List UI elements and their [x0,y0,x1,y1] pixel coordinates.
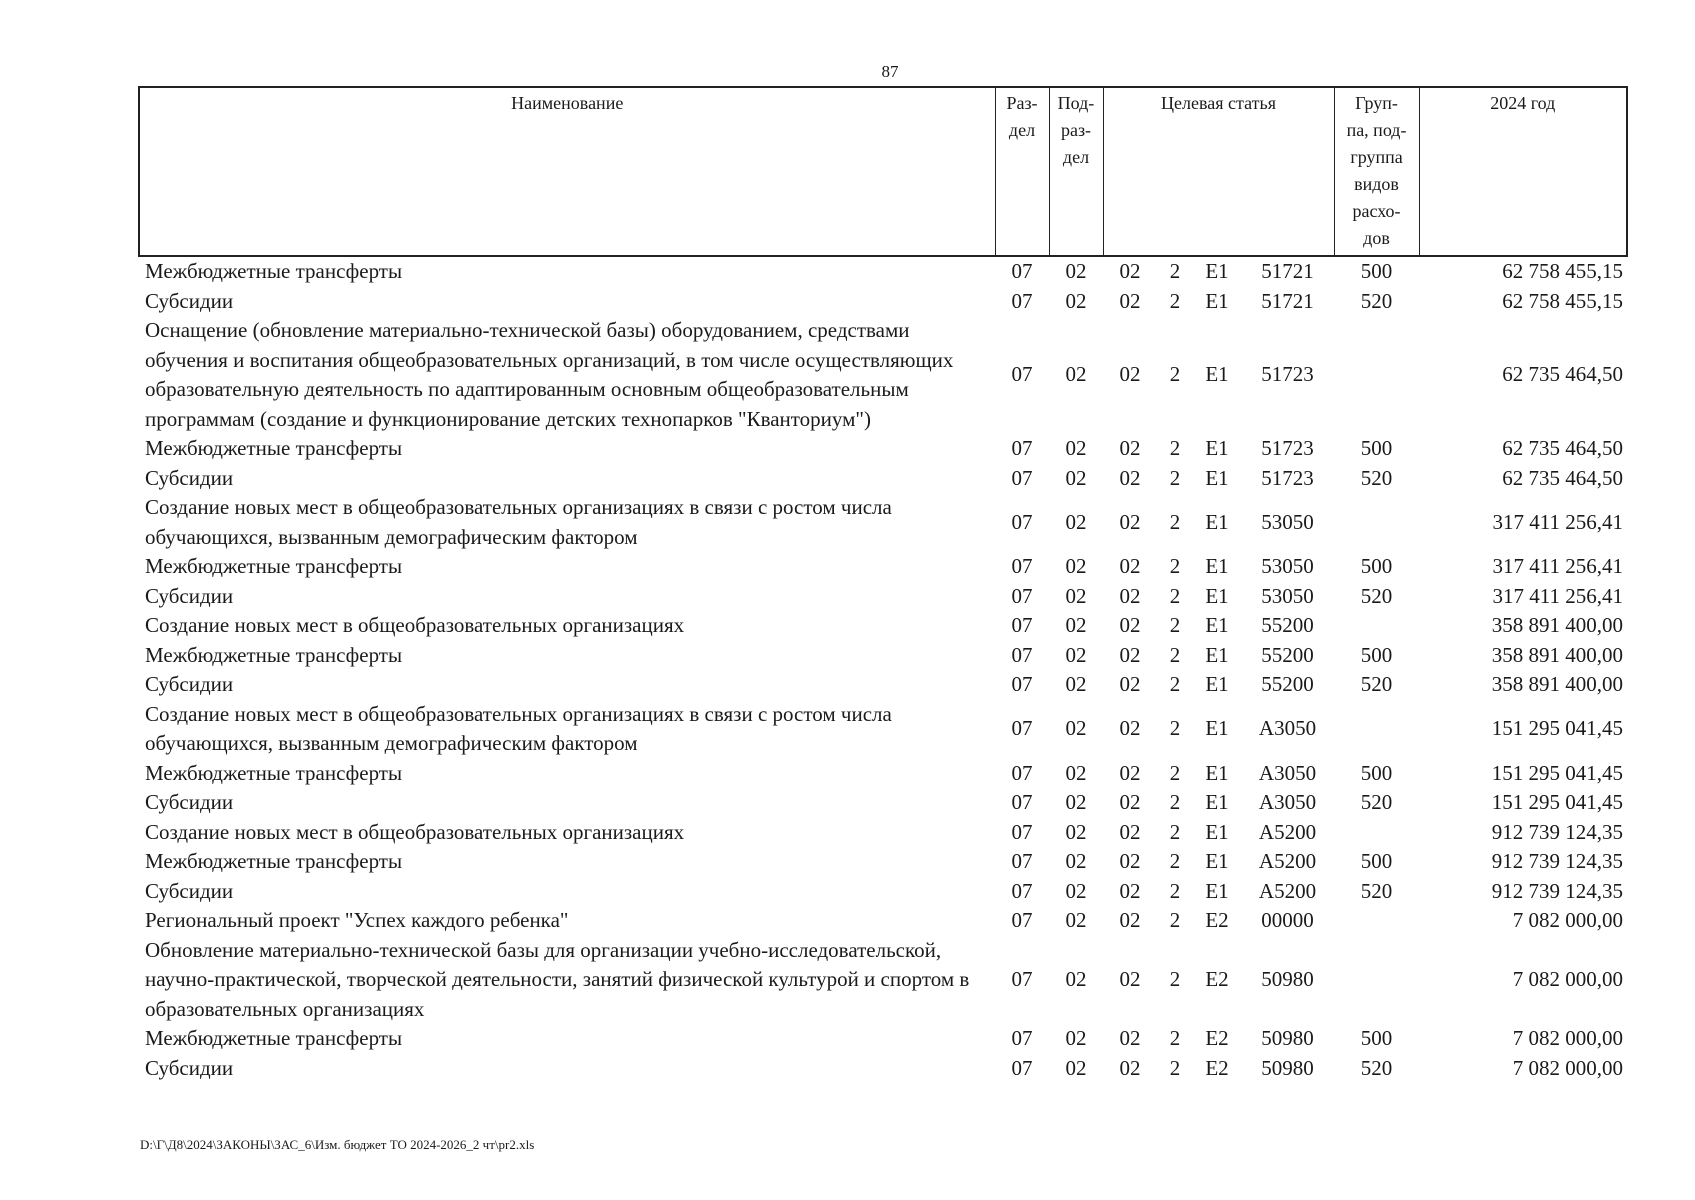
row-subsection: 02 [1065,967,1087,991]
table-row [139,936,1627,1025]
row-expense-group: 500 [1360,436,1393,460]
row-target-project: E1 [1205,819,1229,844]
row-target-program: 02 [1119,259,1141,283]
row-amount: 317 411 256,41 [1492,554,1624,578]
row-target-subprogram: 2 [1169,465,1181,490]
row-subsection: 02 [1065,554,1087,578]
row-target-project: E1 [1205,672,1229,696]
table-row [139,316,1627,434]
row-target-project: E1 [1205,362,1229,387]
row-section: 07 [1011,436,1033,460]
table-row [139,906,1627,936]
table-row [139,670,1627,700]
row-target-subprogram: 2 [1169,967,1181,991]
row-section: 07 [1011,716,1033,741]
row-expense-group: 500 [1360,760,1393,785]
row-name: Создание новых мест в общеобразовательных организациях [145,819,685,844]
row-target-subprogram: 2 [1169,672,1181,696]
table-row [139,877,1627,907]
row-section: 07 [1011,908,1033,932]
row-name: Субсидии [145,583,234,608]
row-target-program: 02 [1119,967,1141,991]
row-target-program: 02 [1119,819,1141,844]
row-name: Межбюджетные трансферты [145,849,403,873]
row-name: Создание новых мест в общеобразовательных организациях в связи с ростом числа обучающихся, вызванным демографическим фактором [145,495,892,549]
row-expense-group [1334,818,1419,848]
row-target-project: E1 [1205,465,1229,490]
row-section: 07 [1011,1026,1033,1050]
row-section: 07 [1011,259,1033,283]
row-subsection: 02 [1065,259,1087,283]
row-target-subprogram: 2 [1169,509,1181,534]
row-subsection: 02 [1065,642,1087,667]
row-target-project: E2 [1205,908,1229,932]
row-expense-group: 500 [1360,642,1393,667]
header-section: Раз- дел [995,87,1049,256]
row-target-project: E1 [1205,509,1229,534]
table-header [139,87,1627,256]
table-row [139,1024,1627,1054]
row-target-project: E2 [1205,967,1229,991]
table-row [139,700,1627,759]
row-target-program: 02 [1119,790,1141,814]
row-amount: 7 082 000,00 [1512,1026,1624,1050]
row-target-subprogram: 2 [1169,288,1181,313]
row-target-project: E2 [1205,1026,1229,1050]
header-expense-group: Груп- па, под- группа видов расхо- дов [1334,87,1419,256]
row-target-program: 02 [1119,554,1141,578]
row-target-subprogram: 2 [1169,554,1181,578]
row-name: Субсидии [145,288,234,313]
row-amount: 358 891 400,00 [1491,642,1624,667]
row-expense-group [1334,316,1419,434]
row-section: 07 [1011,878,1033,903]
row-target-direction: 50980 [1261,1055,1314,1080]
row-amount: 317 411 256,41 [1492,583,1624,608]
row-target-program: 02 [1119,613,1141,637]
row-amount: 317 411 256,41 [1492,509,1624,534]
row-subsection: 02 [1065,509,1087,534]
row-amount: 7 082 000,00 [1512,1055,1624,1080]
row-name: Субсидии [145,878,234,903]
row-section: 07 [1011,967,1033,991]
header-subsection: Под- раз- дел [1049,87,1103,256]
row-expense-group: 500 [1360,259,1393,283]
row-subsection: 02 [1065,878,1087,903]
row-target-direction: А5200 [1258,849,1317,873]
row-subsection: 02 [1065,583,1087,608]
row-section: 07 [1011,672,1033,696]
row-target-direction: А5200 [1258,819,1317,844]
row-target-direction: 53050 [1261,509,1314,534]
row-target-project: E1 [1205,288,1229,313]
row-target-direction: 51723 [1261,465,1314,490]
row-amount: 912 739 124,35 [1491,849,1624,873]
row-target-subprogram: 2 [1169,1026,1181,1050]
row-expense-group: 500 [1360,849,1393,873]
row-target-project: E1 [1205,716,1229,741]
table-row [139,759,1627,789]
page-number: 87 [881,62,899,81]
row-subsection: 02 [1065,672,1087,696]
table-row [139,256,1627,287]
row-subsection: 02 [1065,908,1087,932]
row-expense-group: 500 [1360,1026,1393,1050]
row-expense-group: 520 [1360,583,1393,608]
row-expense-group: 500 [1360,554,1393,578]
row-subsection: 02 [1065,760,1087,785]
table-row [139,287,1627,317]
row-target-project: E1 [1205,583,1229,608]
row-section: 07 [1011,583,1033,608]
row-target-project: E1 [1205,259,1229,283]
row-section: 07 [1011,1055,1033,1080]
row-target-program: 02 [1119,716,1141,741]
row-subsection: 02 [1065,849,1087,873]
row-subsection: 02 [1065,288,1087,313]
row-target-direction: А3050 [1258,716,1317,741]
row-name: Субсидии [145,1055,234,1080]
row-subsection: 02 [1065,613,1087,637]
row-name: Оснащение (обновление материально-технической базы) оборудованием, средствами обучения и воспитания общеобразовательных организаций, в том числе осуществляющих образовательную деятельность по адаптированным основным общеобразовательным программам (создание и функционирование детских технопарков "Кванториум") [145,318,954,431]
row-target-direction: 53050 [1261,583,1314,608]
row-section: 07 [1011,288,1033,313]
header-target-article: Целевая статья [1103,87,1334,256]
row-target-project: E1 [1205,554,1229,578]
row-amount: 62 735 464,50 [1502,362,1624,387]
row-name: Межбюджетные трансферты [145,554,403,578]
row-section: 07 [1011,790,1033,814]
row-section: 07 [1011,554,1033,578]
row-target-program: 02 [1119,583,1141,608]
row-subsection: 02 [1065,1026,1087,1050]
row-amount: 151 295 041,45 [1491,790,1624,814]
row-target-program: 02 [1119,849,1141,873]
table-row [139,847,1627,877]
row-section: 07 [1011,465,1033,490]
table-row [139,611,1627,641]
row-name: Создание новых мест в общеобразовательных организациях в связи с ростом числа обучающихся, вызванным демографическим фактором [145,701,892,755]
row-section: 07 [1011,849,1033,873]
table-row [139,464,1627,494]
row-amount: 358 891 400,00 [1491,613,1624,637]
row-target-project: E1 [1205,613,1229,637]
row-target-program: 02 [1119,509,1141,534]
row-target-direction: 50980 [1261,1026,1314,1050]
row-target-project: E1 [1205,790,1229,814]
row-target-program: 02 [1119,908,1141,932]
table-row [139,552,1627,582]
row-name: Обновление материально-технической базы для организации учебно-исследовательской, научно-практической, творческой деятельности, занятий физической культурой и спортом в образовательных организациях [145,937,970,1021]
row-name: Региональный проект "Успех каждого ребенка" [145,908,569,932]
row-amount: 7 082 000,00 [1512,908,1624,932]
row-expense-group [1334,700,1419,759]
row-name: Межбюджетные трансферты [145,436,403,460]
row-target-subprogram: 2 [1169,583,1181,608]
row-target-direction: 51721 [1261,259,1314,283]
row-target-direction: 51723 [1261,436,1314,460]
budget-table [138,86,1628,1083]
row-subsection: 02 [1065,436,1087,460]
row-name: Межбюджетные трансферты [145,642,403,667]
table-row [139,434,1627,464]
row-target-direction: 53050 [1261,554,1314,578]
row-target-program: 02 [1119,436,1141,460]
row-target-direction: 55200 [1261,672,1314,696]
row-amount: 62 735 464,50 [1502,436,1624,460]
table-row [139,818,1627,848]
row-section: 07 [1011,642,1033,667]
row-amount: 62 758 455,15 [1502,259,1624,283]
table-row [139,788,1627,818]
row-amount: 912 739 124,35 [1491,878,1624,903]
row-expense-group: 520 [1360,790,1393,814]
row-subsection: 02 [1065,790,1087,814]
row-target-project: E1 [1205,878,1229,903]
table-body [139,256,1627,1083]
table-row [139,582,1627,612]
row-subsection: 02 [1065,819,1087,844]
row-target-subprogram: 2 [1169,760,1181,785]
row-target-direction: А3050 [1258,790,1317,814]
file-path-footer: D:\Г\Д8\2024\ЗАКОНЫ\ЗАС_6\Изм. бюджет ТО 2024-2026_2 чт\pr2.xls [140,1137,535,1152]
row-expense-group: 520 [1360,878,1393,903]
row-subsection: 02 [1065,362,1087,387]
row-name: Создание новых мест в общеобразовательных организациях [145,613,685,637]
row-target-program: 02 [1119,362,1141,387]
row-target-subprogram: 2 [1169,259,1181,283]
row-target-direction: 00000 [1261,908,1314,932]
row-target-program: 02 [1119,672,1141,696]
row-target-direction: 50980 [1261,967,1314,991]
row-target-direction: 51721 [1261,288,1314,313]
row-expense-group: 520 [1360,288,1393,313]
row-target-direction: А5200 [1258,878,1317,903]
row-amount: 62 758 455,15 [1502,288,1624,313]
row-target-program: 02 [1119,288,1141,313]
row-subsection: 02 [1065,716,1087,741]
row-target-subprogram: 2 [1169,436,1181,460]
row-target-direction: 55200 [1261,642,1314,667]
row-target-subprogram: 2 [1169,716,1181,741]
row-expense-group: 520 [1360,1055,1393,1080]
row-name: Межбюджетные трансферты [145,1026,403,1050]
row-section: 07 [1011,509,1033,534]
row-name: Субсидии [145,790,234,814]
row-amount: 151 295 041,45 [1491,716,1624,741]
row-expense-group [1334,611,1419,641]
row-expense-group [1334,936,1419,1025]
row-target-subprogram: 2 [1169,613,1181,637]
row-expense-group: 520 [1360,672,1393,696]
row-target-program: 02 [1119,1026,1141,1050]
row-section: 07 [1011,613,1033,637]
row-target-subprogram: 2 [1169,362,1181,387]
row-target-subprogram: 2 [1169,878,1181,903]
row-amount: 62 735 464,50 [1502,465,1624,490]
row-target-subprogram: 2 [1169,790,1181,814]
header-name: Наименование [139,87,995,256]
row-target-project: E1 [1205,849,1229,873]
header-year: 2024 год [1419,87,1627,256]
row-expense-group: 520 [1360,465,1393,490]
row-subsection: 02 [1065,1055,1087,1080]
row-target-program: 02 [1119,1055,1141,1080]
row-target-project: E2 [1205,1055,1229,1080]
table-row [139,641,1627,671]
table-row [139,493,1627,552]
row-target-direction: 51723 [1261,362,1314,387]
row-section: 07 [1011,760,1033,785]
row-target-program: 02 [1119,760,1141,785]
row-expense-group [1334,493,1419,552]
row-target-program: 02 [1119,465,1141,490]
row-target-program: 02 [1119,878,1141,903]
row-amount: 912 739 124,35 [1491,819,1624,844]
row-amount: 151 295 041,45 [1491,760,1624,785]
row-target-subprogram: 2 [1169,1055,1181,1080]
row-section: 07 [1011,819,1033,844]
row-target-direction: 55200 [1261,613,1314,637]
row-name: Субсидии [145,672,234,696]
row-target-project: E1 [1205,760,1229,785]
table-row [139,1054,1627,1084]
row-target-subprogram: 2 [1169,908,1181,932]
row-target-project: E1 [1205,436,1229,460]
row-target-direction: А3050 [1258,760,1317,785]
row-amount: 358 891 400,00 [1491,672,1624,696]
row-name: Субсидии [145,465,234,490]
row-expense-group [1334,906,1419,936]
row-target-program: 02 [1119,642,1141,667]
row-target-subprogram: 2 [1169,849,1181,873]
row-section: 07 [1011,362,1033,387]
row-name: Межбюджетные трансферты [145,760,403,785]
row-name: Межбюджетные трансферты [145,259,403,283]
row-subsection: 02 [1065,465,1087,490]
row-amount: 7 082 000,00 [1512,967,1624,991]
row-target-project: E1 [1205,642,1229,667]
row-target-subprogram: 2 [1169,819,1181,844]
row-target-subprogram: 2 [1169,642,1181,667]
